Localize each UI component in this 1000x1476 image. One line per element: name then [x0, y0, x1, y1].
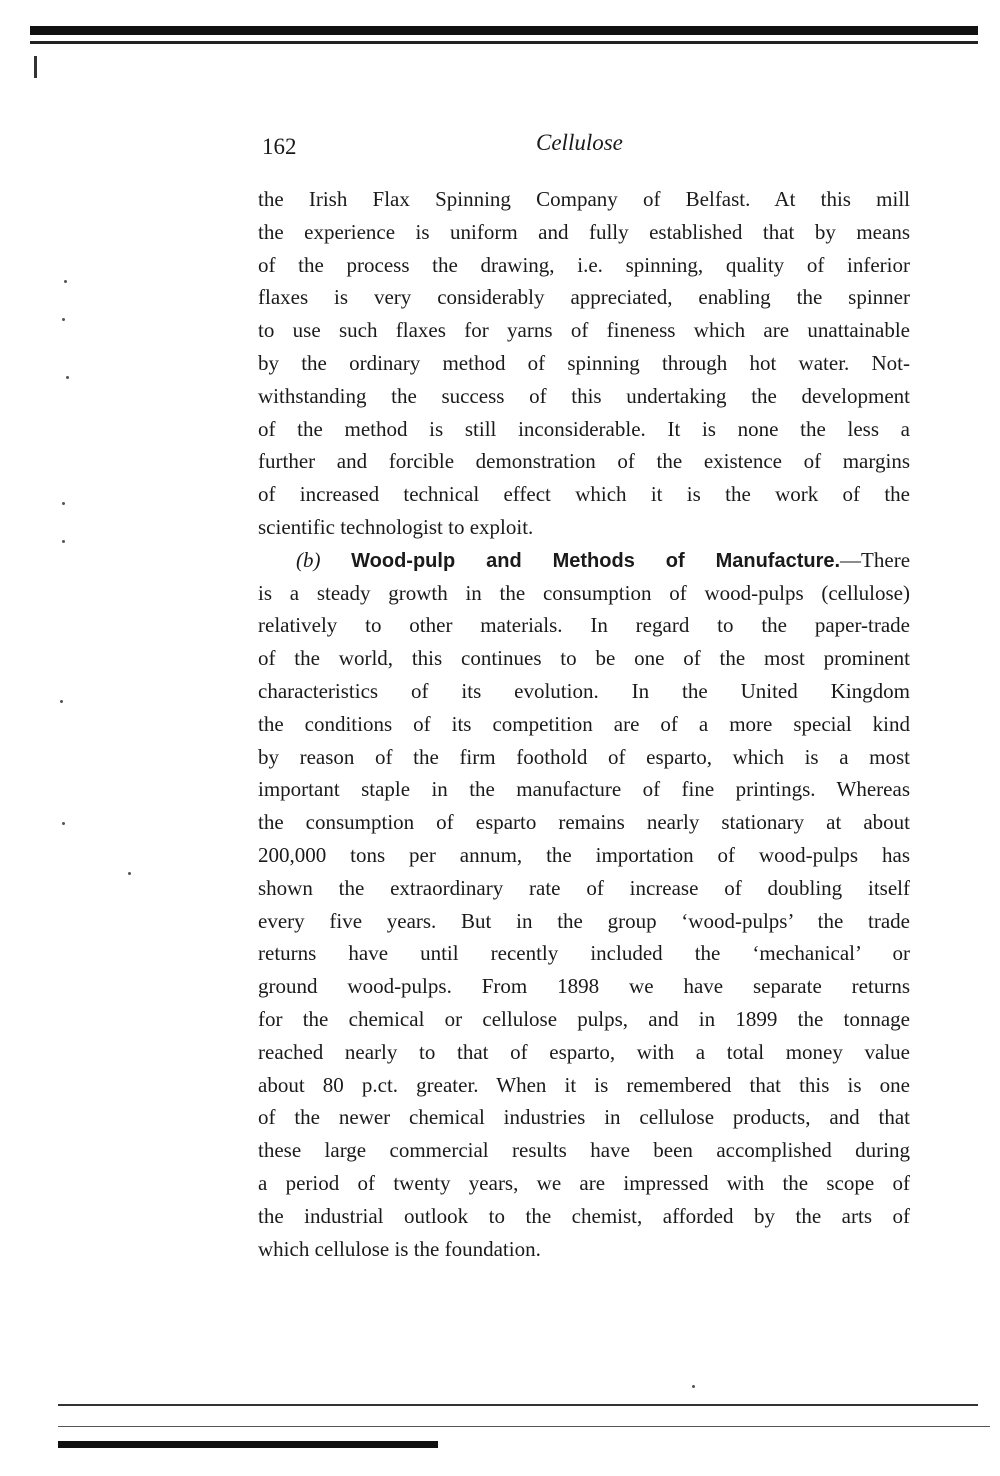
text-line: the conditions of its competition are of a more special kind	[258, 711, 910, 736]
margin-speck	[62, 318, 65, 321]
text-line: by reason of the firm foothold of esparto, which is a most	[258, 744, 910, 769]
top-border-bar	[30, 26, 978, 35]
text-line: a period of twenty years, we are impressed with the scope of	[258, 1170, 910, 1195]
section-label: (b)	[296, 547, 321, 572]
text-line: of the newer chemical industries in cellulose products, and that	[258, 1105, 910, 1130]
text-line: 200,000 tons per annum, the importation of wood-pulps has	[258, 842, 910, 867]
text-line: the Irish Flax Spinning Company of Belfast. At this mill	[258, 187, 910, 211]
section-lead: —There	[840, 547, 910, 572]
text-line: characteristics of its evolution. In the United Kingdom	[258, 678, 910, 703]
text-line: to use such flaxes for yarns of fineness which are unattainable	[258, 318, 910, 343]
top-border-rule	[30, 41, 978, 44]
text-line: of the method is still inconsiderable. It is none the less a	[258, 416, 910, 441]
bottom-rule	[58, 1426, 990, 1427]
text-line: by the ordinary method of spinning through hot water. Not-	[258, 350, 910, 375]
body-text	[258, 183, 910, 1265]
margin-speck	[62, 822, 65, 825]
margin-speck	[128, 872, 131, 875]
text-line: of the process the drawing, i.e. spinning, quality of inferior	[258, 252, 910, 277]
text-line: ground wood-pulps. From 1898 we have separate returns	[258, 974, 910, 999]
text-line: of the world, this continues to be one of the most prominent	[258, 646, 910, 671]
section-heading-line	[258, 544, 910, 577]
text-line: returns have until recently included the ‘mechanical’ or	[258, 941, 910, 966]
text-line: further and forcible demonstration of the existence of margins	[258, 449, 910, 474]
text-line: withstanding the success of this undertaking the development	[258, 383, 910, 408]
text-line: relatively to other materials. In regard to the paper-trade	[258, 613, 910, 638]
margin-speck	[62, 540, 65, 543]
margin-speck	[62, 502, 65, 505]
bottom-border-bar	[58, 1441, 438, 1448]
text-line: of increased technical effect which it is the work of the	[258, 482, 910, 507]
text-line: flaxes is very considerably appreciated, enabling the spinner	[258, 285, 910, 310]
page-number: 162	[262, 134, 297, 159]
text-line: important staple in the manufacture of fine printings. Whereas	[258, 777, 910, 802]
section-heading: Wood-pulp and Methods of Manufacture.	[351, 549, 841, 572]
text-line: about 80 p.ct. greater. When it is remembered that this is one	[258, 1072, 910, 1097]
margin-speck	[60, 700, 63, 703]
text-line: the experience is uniform and fully established that by means	[258, 219, 910, 244]
text-line: the consumption of esparto remains nearly stationary at about	[258, 810, 910, 835]
running-title: Cellulose	[536, 130, 623, 155]
text-line: shown the extraordinary rate of increase of doubling itself	[258, 875, 910, 900]
margin-speck	[64, 280, 67, 283]
bottom-rule	[58, 1404, 978, 1406]
margin-speck	[692, 1385, 695, 1388]
text-line: these large commercial results have been accomplished during	[258, 1138, 910, 1163]
text-line: scientific technologist to exploit.	[258, 514, 534, 539]
margin-speck	[66, 376, 69, 379]
text-line: every five years. But in the group ‘wood-pulps’ the trade	[258, 908, 910, 933]
text-line: which cellulose is the foundation.	[258, 1236, 541, 1261]
text-line: the industrial outlook to the chemist, afforded by the arts of	[258, 1203, 910, 1228]
margin-mark	[34, 56, 37, 78]
text-line: for the chemical or cellulose pulps, and in 1899 the tonnage	[258, 1006, 910, 1031]
text-line: is a steady growth in the consumption of wood-pulps (cellulose)	[258, 580, 910, 605]
text-line: reached nearly to that of esparto, with a total money value	[258, 1039, 910, 1064]
